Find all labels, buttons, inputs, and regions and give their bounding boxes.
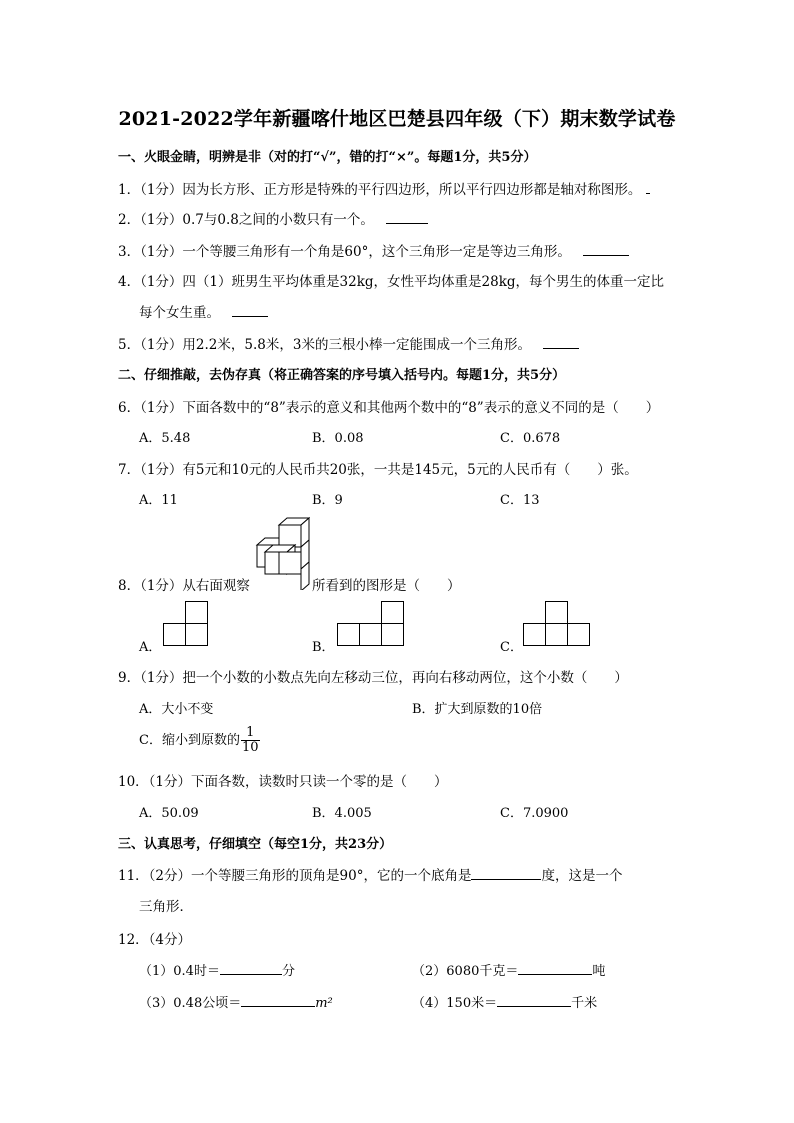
question-9-option-a[interactable]: A．大小不变 bbox=[139, 702, 214, 717]
question-2-text: 2．（1分）0.7与0.8之间的小数只有一个。 bbox=[118, 212, 374, 228]
question-8-prefix: 8．（1分）从右面观察 bbox=[118, 578, 250, 594]
answer-blank[interactable] bbox=[220, 962, 282, 975]
question-9-option-c[interactable] bbox=[139, 726, 260, 755]
question-12-item-2-post: 吨 bbox=[592, 964, 606, 979]
question-10: 10．（1分）下面各数，读数时只读一个零的是（ ） bbox=[118, 774, 448, 790]
question-8-option-c[interactable]: C． bbox=[500, 640, 523, 655]
question-3 bbox=[118, 240, 629, 260]
question-12-item-1-pre: （1）0.4时＝ bbox=[139, 964, 220, 979]
question-9: 9．（1分）把一个小数的小数点先向左移动三位，再向右移动两位，这个小数（ ） bbox=[118, 670, 628, 686]
answer-blank[interactable] bbox=[232, 304, 268, 317]
section-2-heading: 二、仔细推敲，去伪存真（将正确答案的序号填入括号内。每题1分，共5分） bbox=[118, 368, 566, 383]
option-b-figure bbox=[336, 600, 406, 648]
question-10-option-c[interactable]: C．7.0900 bbox=[500, 806, 569, 821]
answer-blank[interactable] bbox=[471, 867, 541, 880]
fraction-numerator: 1 bbox=[241, 726, 260, 741]
question-8-option-b[interactable]: B． bbox=[312, 640, 335, 655]
question-12-item-3-pre: （3）0.48公顷＝ bbox=[139, 996, 242, 1011]
answer-blank[interactable] bbox=[583, 243, 629, 256]
section-1-heading: 一、火眼金睛，明辨是非（对的打“√”，错的打“×”。每题1分，共5分） bbox=[118, 150, 537, 165]
answer-blank[interactable] bbox=[543, 336, 579, 349]
question-12-item-3 bbox=[139, 992, 333, 1011]
question-11-text-a: 11．（2分）一个等腰三角形的顶角是90°，它的一个底角是 bbox=[118, 868, 472, 884]
page-title: 2021-2022学年新疆喀什地区巴楚县四年级（下）期末数学试卷 bbox=[118, 108, 676, 130]
question-11-line-2: 三角形． bbox=[139, 899, 193, 915]
question-12-item-4 bbox=[412, 992, 597, 1011]
fraction-one-tenth bbox=[241, 726, 260, 755]
question-7-option-b[interactable]: B．9 bbox=[312, 493, 343, 508]
answer-blank[interactable] bbox=[386, 211, 428, 224]
section-3-heading: 三、认真思考，仔细填空（每空1分，共23分） bbox=[118, 837, 393, 852]
fraction-denominator: 10 bbox=[241, 740, 259, 755]
answer-blank[interactable] bbox=[497, 994, 571, 1007]
option-a-figure bbox=[162, 600, 210, 648]
answer-blank[interactable] bbox=[241, 994, 315, 1007]
question-12-item-4-pre: （4）150米＝ bbox=[412, 996, 498, 1011]
question-12-item-1-post: 分 bbox=[281, 964, 295, 979]
question-12: 12．（4分） bbox=[118, 932, 192, 948]
question-5 bbox=[118, 333, 579, 353]
question-11-text-b: 度，这是一个 bbox=[541, 868, 623, 884]
question-9-option-c-text: C．缩小到原数的 bbox=[139, 733, 240, 748]
question-6-option-c[interactable]: C．0.678 bbox=[500, 431, 561, 446]
question-12-item-1 bbox=[139, 960, 295, 979]
question-4-line-2 bbox=[139, 301, 268, 321]
question-12-item-4-post: 千米 bbox=[571, 996, 598, 1011]
question-12-item-2-pre: （2）6080千克＝ bbox=[412, 964, 519, 979]
question-9-option-b[interactable]: B．扩大到原数的10倍 bbox=[412, 702, 543, 717]
question-8-option-a[interactable]: A． bbox=[139, 640, 162, 655]
answer-blank[interactable] bbox=[518, 962, 592, 975]
question-7-option-a[interactable]: A．11 bbox=[139, 493, 178, 508]
question-4-line-1: 4．（1分）四（1）班男生平均体重是32kg，女性平均体重是28kg，每个男生的体重一定比 bbox=[118, 274, 665, 290]
question-6-option-b[interactable]: B．0.08 bbox=[312, 431, 364, 446]
question-6-option-a[interactable]: A．5.48 bbox=[139, 431, 191, 446]
question-10-option-b[interactable]: B．4.005 bbox=[312, 806, 372, 821]
question-12-item-2 bbox=[412, 960, 605, 979]
question-8-suffix: 所看到的图形是（ ） bbox=[312, 578, 461, 594]
cube-stack-figure bbox=[254, 512, 310, 590]
question-4-text-2: 每个女生重。 bbox=[139, 305, 220, 321]
question-7: 7．（1分）有5元和10元的人民币共20张，一共是145元，5元的人民币有（ ）张。 bbox=[118, 462, 638, 478]
question-2 bbox=[118, 208, 428, 228]
question-10-option-a[interactable]: A．50.09 bbox=[139, 806, 199, 821]
question-3-text: 3．（1分）一个等腰三角形有一个角是60°，这个三角形一定是等边三角形。 bbox=[118, 244, 571, 260]
option-c-figure bbox=[522, 600, 592, 648]
question-7-option-c[interactable]: C．13 bbox=[500, 493, 540, 508]
question-5-text: 5．（1分）用2.2米，5.8米，3米的三根小棒一定能围成一个三角形。 bbox=[118, 337, 531, 353]
answer-blank[interactable] bbox=[646, 181, 650, 194]
question-1-text: 1．（1分）因为长方形、正方形是特殊的平行四边形，所以平行四边形都是轴对称图形。 bbox=[118, 182, 642, 198]
question-1 bbox=[118, 178, 650, 198]
question-6: 6．（1分）下面各数中的“8”表示的意义和其他两个数中的“8”表示的意义不同的是（ ） bbox=[118, 400, 660, 416]
question-11-line-1 bbox=[118, 864, 622, 884]
question-12-item-3-post: m² bbox=[315, 996, 333, 1011]
